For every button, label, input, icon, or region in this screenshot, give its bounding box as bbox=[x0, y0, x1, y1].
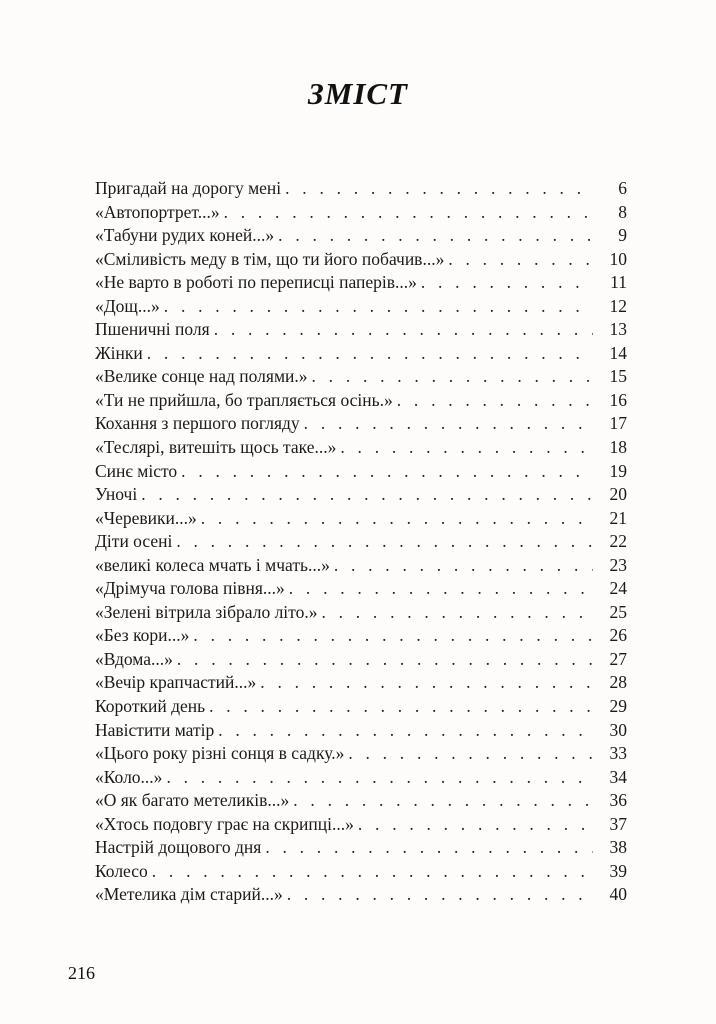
toc-entry-page-number: 20 bbox=[609, 484, 627, 505]
toc-entry bbox=[95, 271, 627, 295]
toc-entry-page-number: 6 bbox=[618, 178, 627, 198]
toc-entry-title: «великі колеса мчать і мчать...» bbox=[95, 554, 330, 575]
toc-entry-title: «Черевики...» bbox=[95, 507, 197, 528]
dot-leader bbox=[166, 766, 593, 790]
toc-entry bbox=[95, 460, 627, 484]
dot-leader bbox=[260, 671, 593, 695]
toc-entry bbox=[95, 836, 627, 860]
toc-entry-title: «Без кори...» bbox=[95, 625, 190, 646]
toc-entry-page-number: 23 bbox=[609, 554, 627, 575]
toc-entry-title: «Сміливість меду в тім, що ти його побачив...» bbox=[95, 248, 445, 269]
toc-entry-page-number: 30 bbox=[609, 719, 627, 740]
toc-entry-page-number: 16 bbox=[609, 389, 627, 410]
dot-leader bbox=[287, 883, 593, 907]
dot-leader bbox=[147, 342, 593, 366]
toc-entry bbox=[95, 577, 627, 601]
toc-entry bbox=[95, 436, 627, 460]
toc-entry-page-number: 34 bbox=[609, 766, 627, 787]
toc-entry-page-number: 33 bbox=[609, 743, 627, 764]
toc-entry bbox=[95, 766, 627, 790]
toc-entry-page-number: 27 bbox=[609, 648, 627, 669]
toc-entry bbox=[95, 177, 627, 201]
dot-leader bbox=[421, 271, 593, 295]
dot-leader bbox=[312, 365, 593, 389]
dot-leader bbox=[265, 836, 593, 860]
toc-entry bbox=[95, 789, 627, 813]
dot-leader bbox=[340, 436, 593, 460]
toc-entry-title: Навістити матір bbox=[95, 719, 215, 740]
dot-leader bbox=[321, 601, 593, 625]
toc-entry-page-number: 38 bbox=[609, 837, 627, 858]
toc-entry bbox=[95, 624, 627, 648]
toc-entry-page-number: 14 bbox=[609, 342, 627, 363]
toc-entry-title: «Цього року різні сонця в садку.» bbox=[95, 743, 345, 764]
dot-leader bbox=[397, 389, 593, 413]
dot-leader bbox=[209, 695, 593, 719]
dot-leader bbox=[304, 412, 593, 436]
dot-leader bbox=[214, 318, 593, 342]
toc-entry-title: «Вечір крапчастий...» bbox=[95, 672, 257, 693]
dot-leader bbox=[141, 483, 593, 507]
toc-entry-title: Короткий день bbox=[95, 696, 206, 717]
toc-entry-title: Діти осені bbox=[95, 531, 173, 552]
toc-entry-page-number: 25 bbox=[609, 601, 627, 622]
toc-entry-page-number: 26 bbox=[609, 625, 627, 646]
toc-entry-title: «Метелика дім старий...» bbox=[95, 884, 283, 905]
toc-entry bbox=[95, 318, 627, 342]
toc-entry-page-number: 13 bbox=[609, 319, 627, 340]
dot-leader bbox=[201, 507, 593, 531]
toc-entry-page-number: 39 bbox=[609, 860, 627, 881]
toc-entry-page-number: 21 bbox=[609, 507, 627, 528]
toc-entry-title: «Теслярі, витешіть щось таке...» bbox=[95, 437, 337, 458]
dot-leader bbox=[193, 624, 593, 648]
toc-entry bbox=[95, 507, 627, 531]
toc-entry bbox=[95, 248, 627, 272]
toc-entry bbox=[95, 365, 627, 389]
toc-entry bbox=[95, 412, 627, 436]
toc-entry bbox=[95, 813, 627, 837]
toc-entry-title: «Ти не прийшла, бо трапляється осінь.» bbox=[95, 389, 393, 410]
toc-entry bbox=[95, 295, 627, 319]
toc-entry bbox=[95, 389, 627, 413]
toc-entry bbox=[95, 554, 627, 578]
toc-entry bbox=[95, 860, 627, 884]
page-title: ЗМІСТ bbox=[307, 76, 408, 111]
toc-entry-title: Пшеничні поля bbox=[95, 319, 210, 340]
toc-entry bbox=[95, 224, 627, 248]
dot-leader bbox=[177, 648, 593, 672]
toc-entry bbox=[95, 530, 627, 554]
toc-entry-title: «Автопортрет...» bbox=[95, 201, 220, 222]
toc-entry-title: «Вдома...» bbox=[95, 648, 173, 669]
toc-entry-page-number: 15 bbox=[609, 366, 627, 387]
dot-leader bbox=[176, 530, 593, 554]
toc-entry bbox=[95, 695, 627, 719]
toc-entry-page-number: 19 bbox=[609, 460, 627, 481]
dot-leader bbox=[164, 295, 593, 319]
toc-entry-page-number: 18 bbox=[609, 437, 627, 458]
toc-entry-page-number: 24 bbox=[609, 578, 627, 599]
toc-entry-title: «Дощ...» bbox=[95, 295, 160, 316]
dot-leader bbox=[289, 577, 593, 601]
toc-entry-page-number: 28 bbox=[609, 672, 627, 693]
dot-leader bbox=[293, 789, 593, 813]
toc-entry-page-number: 9 bbox=[618, 225, 627, 246]
dot-leader bbox=[224, 201, 593, 225]
dot-leader bbox=[152, 860, 593, 884]
toc-entry bbox=[95, 483, 627, 507]
dot-leader bbox=[358, 813, 593, 837]
toc-entry-title: Уночі bbox=[95, 484, 138, 505]
dot-leader bbox=[278, 224, 593, 248]
toc-entry-title: Колесо bbox=[95, 860, 148, 881]
toc-entry bbox=[95, 671, 627, 695]
toc-entry-title: «О як багато метеликів...» bbox=[95, 790, 290, 811]
toc-entry-page-number: 40 bbox=[609, 884, 627, 905]
toc-entry-title: «Зелені вітрила зібрало літо.» bbox=[95, 601, 318, 622]
dot-leader bbox=[334, 554, 593, 578]
toc-entry bbox=[95, 342, 627, 366]
toc-entry-page-number: 17 bbox=[609, 413, 627, 434]
toc-entry-page-number: 12 bbox=[609, 295, 627, 316]
toc-entry-page-number: 37 bbox=[609, 813, 627, 834]
toc-entry-title: Жінки bbox=[95, 342, 143, 363]
toc-entry-page-number: 11 bbox=[610, 272, 627, 293]
toc-entry-title: Синє місто bbox=[95, 460, 178, 481]
toc-entry-title: «Не варто в роботі по переписці паперів...» bbox=[95, 272, 417, 293]
toc-entry bbox=[95, 648, 627, 672]
dot-leader bbox=[181, 460, 593, 484]
toc-entry bbox=[95, 719, 627, 743]
table-of-contents bbox=[95, 177, 627, 907]
toc-entry-page-number: 10 bbox=[609, 248, 627, 269]
page-number: 216 bbox=[68, 963, 95, 983]
toc-entry-title: Настрій дощового дня bbox=[95, 837, 262, 858]
toc-entry bbox=[95, 742, 627, 766]
toc-entry-title: Кохання з першого погляду bbox=[95, 413, 300, 434]
toc-entry bbox=[95, 201, 627, 225]
toc-entry-title: «Хтось подовгу грає на скрипці...» bbox=[95, 813, 354, 834]
toc-entry-title: «Велике сонце над полями.» bbox=[95, 366, 308, 387]
toc-entry-page-number: 36 bbox=[609, 790, 627, 811]
toc-entry-title: «Коло...» bbox=[95, 766, 163, 787]
toc-entry-page-number: 22 bbox=[609, 531, 627, 552]
dot-leader bbox=[218, 719, 593, 743]
dot-leader bbox=[285, 177, 593, 201]
toc-entry-title: Пригадай на дорогу мені bbox=[95, 178, 282, 198]
toc-entry-page-number: 29 bbox=[609, 696, 627, 717]
toc-entry-page-number: 8 bbox=[618, 201, 627, 222]
toc-entry-title: «Дрімуча голова півня...» bbox=[95, 578, 285, 599]
toc-entry bbox=[95, 883, 627, 907]
toc-entry-title: «Табуни рудих коней...» bbox=[95, 225, 275, 246]
toc-entry bbox=[95, 601, 627, 625]
dot-leader bbox=[348, 742, 593, 766]
dot-leader bbox=[448, 248, 593, 272]
